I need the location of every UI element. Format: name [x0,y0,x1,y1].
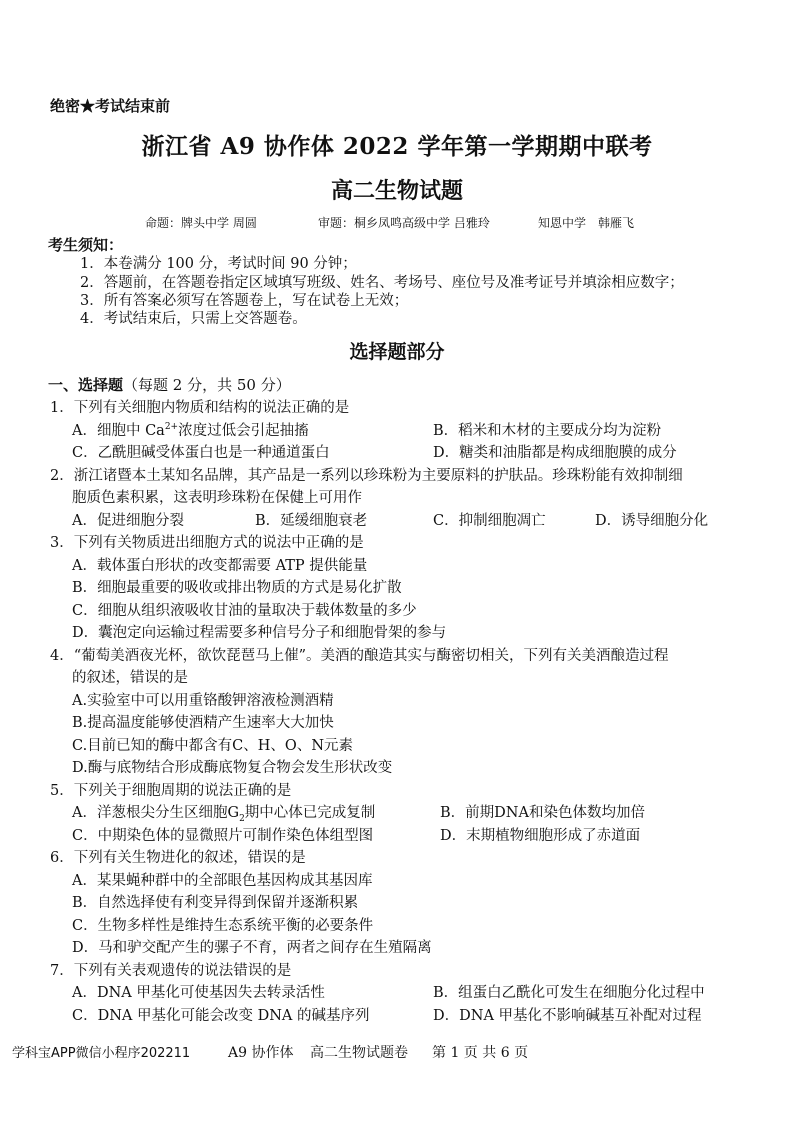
question-stem: 1．下列有关细胞内物质和结构的说法正确的是 [50,400,350,416]
option-c: C．细胞从组织液吸收甘油的量取决于载体数量的多少 [72,603,417,619]
option-d: D．末期植物细胞形成了赤道面 [440,828,641,844]
part-heading [48,374,291,395]
option-b: B．细胞最重要的吸收或排出物质的方式是易化扩散 [72,580,402,596]
notice-item: 1．本卷满分 100 分，考试时间 90 分钟； [80,256,357,272]
question-stem: 4．“葡萄美酒夜光杯，欲饮琵琶马上催”。美酒的酿造其实与酶密切相关，下列有关美酒酿造过程 [50,648,669,664]
option-c: C．抑制细胞凋亡 [433,513,546,529]
exam-subtitle: 高二生物试题 [330,179,463,204]
question-stem-cont: 胞质色素积累，这表明珍珠粉在保健上可用作 [72,490,362,506]
option-c: C．中期染色体的显微照片可制作染色体组型图 [72,828,374,844]
question-stem-cont: 的叙述，错误的是 [72,670,188,686]
option-d: D．糖类和油脂都是构成细胞膜的成分 [433,445,677,461]
option-b: B．前期DNA和染色体数均加倍 [440,805,645,821]
part-note: （每题 2 分，共 50 分） [123,376,291,394]
credit-reviewer-2: 知恩中学 韩雁飞 [538,216,635,230]
footer-paper: 高二生物试题卷 [310,1045,408,1061]
option-b: B.提高温度能够使酒精产生速率大大加快 [72,715,334,731]
option-text: A．洋葱根尖分生区细胞G [72,805,240,821]
option-a: A．促进细胞分裂 [72,513,184,529]
credit-reviewer: 审题：桐乡凤鸣高级中学 吕雅玲 [318,216,490,230]
question-stem: 5．下列关于细胞周期的说法正确的是 [50,783,292,799]
option-b: B．延缓细胞衰老 [255,513,368,529]
option-c: C．生物多样性是维持生态系统平衡的必要条件 [72,918,374,934]
option-d: D.酶与底物结合形成酶底物复合物会发生形状改变 [72,760,393,776]
option-c: C.目前已知的酶中都含有C、H、O、N元素 [72,738,353,754]
notice-item: 2．答题前，在答题卷指定区域填写班级、姓名、考场号、座位号及准考证号并填涂相应数字； [80,275,684,291]
footer-page-number: 第 1 页 共 6 页 [432,1045,529,1061]
option-d: D．马和驴交配产生的骡子不育，两者之间存在生殖隔离 [72,940,432,956]
footer-org: A9 协作体 [228,1045,294,1061]
exam-title: 浙江省 A9 协作体 2022 学年第一学期期中联考 [141,133,653,160]
part-label: 一、选择题 [48,376,124,394]
option-d: D．DNA 甲基化不影响碱基互补配对过程 [433,1008,702,1024]
section-title: 选择题部分 [349,341,445,363]
confidential-mark: 绝密★考试结束前 [50,97,171,115]
option-c: C．乙酰胆碱受体蛋白也是一种通道蛋白 [72,445,330,461]
option-a: A.实验室中可以用重铬酸钾溶液检测酒精 [72,693,334,709]
subscript: 2 [239,813,245,824]
question-stem: 3．下列有关物质进出细胞方式的说法中正确的是 [50,535,364,551]
option-b: B．自然选择使有利变异得到保留并逐渐积累 [72,895,359,911]
option-b: B．组蛋白乙酰化可发生在细胞分化过程中 [433,985,705,1001]
option-b: B．稻米和木材的主要成分均为淀粉 [433,423,662,439]
option-a: A．载体蛋白形状的改变都需要 ATP 提供能量 [72,558,368,574]
option-a: A．某果蝇种群中的全部眼色基因构成其基因库 [72,873,373,889]
notice-item: 3．所有答案必须写在答题卷上，写在试卷上无效； [80,293,409,309]
superscript: 2+ [164,422,179,433]
option-text: 浓度过低会引起抽搐 [178,423,309,439]
option-a: A．DNA 甲基化可使基因失去转录活性 [72,985,325,1001]
option-a [72,419,309,440]
option-a [72,801,375,824]
question-stem: 7．下列有关表观遗传的说法错误的是 [50,963,292,979]
credit-author: 命题：牌头中学 周圆 [145,216,257,230]
option-text: A．细胞中 Ca [72,423,165,439]
option-text: 期中心体已完成复制 [244,805,376,821]
option-d: D．诱导细胞分化 [595,513,709,529]
footer-watermark: 学科宝APP微信小程序202211 [12,1046,191,1061]
notice-heading: 考生须知： [48,236,124,254]
option-c: C．DNA 甲基化可能会改变 DNA 的碱基序列 [72,1008,370,1024]
notice-item: 4．考试结束后，只需上交答题卷。 [80,311,307,327]
question-stem: 2．浙江诸暨本土某知名品牌，其产品是一系列以珍珠粉为主要原料的护肤品。珍珠粉能有效抑制细 [50,468,683,484]
question-stem: 6．下列有关生物进化的叙述，错误的是 [50,850,306,866]
option-d: D．囊泡定向运输过程需要多种信号分子和细胞骨架的参与 [72,625,447,641]
